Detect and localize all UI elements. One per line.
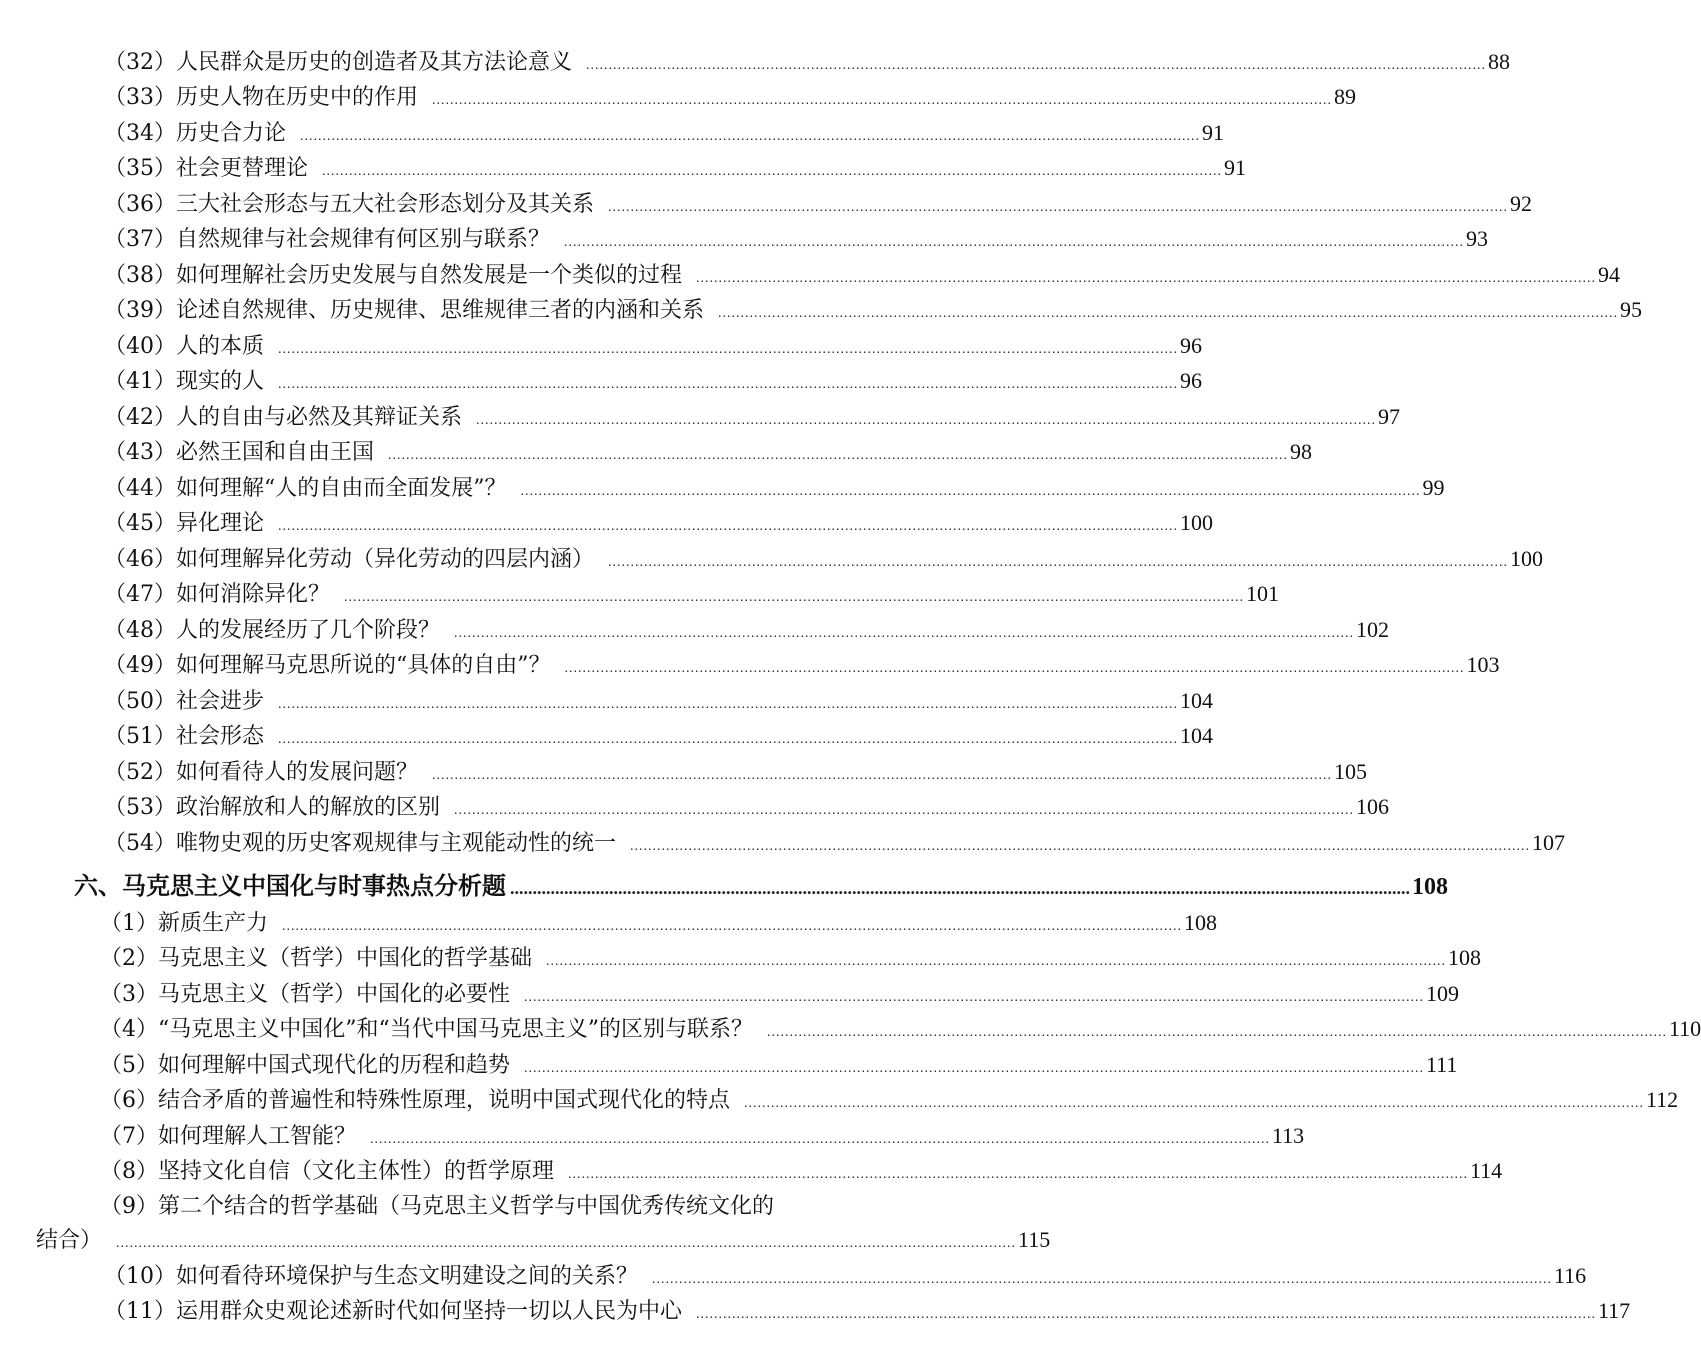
toc-entry-title: （33）历史人物在历史中的作用 <box>104 85 418 110</box>
toc-entry-title: （42）人的自由与必然及其辩证关系 <box>104 405 462 430</box>
dot-leader: ........................................................................................................................................................................................................ <box>767 1025 1667 1040</box>
toc-entry-page: 101 <box>1246 581 1279 606</box>
toc-entry[interactable] <box>100 1192 852 1222</box>
dot-leader: ........................................................................................................................................................................................................ <box>696 271 1596 286</box>
dot-leader: ........................................................................................................................................................................................................ <box>630 839 1530 854</box>
toc-entry-page: 103 <box>1466 652 1500 677</box>
dot-leader: ........................................................................................................................................................................................................ <box>718 306 1618 321</box>
toc-entry-title: （39）论述自然规律、历史规律、思维规律三者的内涵和关系 <box>104 298 704 323</box>
toc-entry[interactable] <box>104 757 1367 787</box>
dot-leader: ........................................................................................................................................................................................................ <box>524 1061 1424 1076</box>
toc-entry-page: 97 <box>1378 404 1400 429</box>
toc-section-heading[interactable] <box>74 870 1448 902</box>
toc-entry-page: 114 <box>1470 1158 1503 1183</box>
toc-entry[interactable] <box>104 828 1565 858</box>
toc-entry-continuation[interactable] <box>36 1225 1051 1255</box>
toc-entry-title: （48）人的发展经历了几个阶段？ <box>104 618 440 643</box>
toc-entry[interactable] <box>104 473 1445 503</box>
toc-entry-page: 105 <box>1334 759 1367 784</box>
toc-entry-title: （35）社会更替理论 <box>104 156 308 181</box>
toc-entry[interactable] <box>104 82 1356 112</box>
toc-entry-title: （10）如何看待环境保护与生态文明建设之间的关系？ <box>104 1264 638 1289</box>
dot-leader: ........................................................................................................................................................................................................ <box>278 342 1178 357</box>
dot-leader: ........................................................................................................................................................................................................ <box>608 555 1508 570</box>
toc-entry-title: （52）如何看待人的发展问题？ <box>104 760 418 785</box>
dot-leader: ........................................................................................................................................................................................................ <box>744 1096 1644 1111</box>
toc-entry[interactable] <box>104 1296 1631 1326</box>
toc-entry-page: 115 <box>1018 1227 1051 1252</box>
toc-entry-title: （46）如何理解异化劳动（异化劳动的四层内涵） <box>104 547 594 572</box>
dot-leader: ........................................................................................................................................................................................................ <box>564 661 1465 676</box>
dot-leader: ........................................................................................................................................................................................................ <box>278 519 1178 534</box>
toc-entry-title: （45）异化理论 <box>104 511 264 536</box>
dot-leader: ........................................................................................................................................................................................................ <box>278 732 1178 747</box>
toc-entry-page: 91 <box>1224 155 1246 180</box>
toc-entry[interactable] <box>100 1085 1679 1115</box>
toc-entry[interactable] <box>100 1050 1458 1080</box>
toc-entry[interactable] <box>104 224 1488 254</box>
toc-entry[interactable] <box>104 508 1213 538</box>
toc-entry[interactable] <box>104 650 1500 680</box>
toc-entry-page: 106 <box>1356 794 1389 819</box>
toc-entry-title: （11）运用群众史观论述新时代如何坚持一切以人民为中心 <box>104 1299 682 1324</box>
toc-entry[interactable] <box>104 118 1224 148</box>
toc-entry[interactable] <box>100 943 1481 973</box>
dot-leader: ........................................................................................................................................................................................................ <box>344 590 1244 605</box>
toc-entry[interactable] <box>104 47 1510 77</box>
toc-entry-page: 109 <box>1426 981 1459 1006</box>
dot-leader: ........................................................................................................................................................................................................ <box>520 484 1421 499</box>
toc-entry-page: 92 <box>1510 191 1532 216</box>
toc-entry[interactable] <box>100 1156 1503 1186</box>
toc-entry-page: 88 <box>1488 49 1510 74</box>
toc-entry-page: 100 <box>1180 510 1213 535</box>
toc-entry-title: （40）人的本质 <box>104 334 264 359</box>
toc-entry-page: 116 <box>1554 1263 1587 1288</box>
toc-entry[interactable] <box>104 295 1642 325</box>
dot-leader: ........................................................................................................................................................................................................ <box>696 1307 1596 1322</box>
toc-entry-page: 95 <box>1620 297 1642 322</box>
dot-leader: ........................................................................................................................................................................................................ <box>524 990 1424 1005</box>
toc-entry-title: （4）“马克思主义中国化”和“当代中国马克思主义”的区别与联系？ <box>100 1017 753 1042</box>
toc-entry-title: （7）如何理解人工智能？ <box>100 1124 356 1149</box>
toc-section-page: 108 <box>1412 874 1448 900</box>
toc-entry-title: （36）三大社会形态与五大社会形态划分及其关系 <box>104 192 594 217</box>
toc-entry-page: 104 <box>1180 723 1213 748</box>
toc-entry[interactable] <box>104 437 1312 467</box>
toc-entry-page: 108 <box>1184 910 1217 935</box>
toc-section-title: 六、马克思主义中国化与时事热点分析题 <box>74 871 506 900</box>
dot-leader: ........................................................................................................................................................................................................ <box>282 919 1182 934</box>
toc-entry[interactable] <box>104 686 1213 716</box>
toc-entry-page: 100 <box>1510 546 1543 571</box>
toc-entry[interactable] <box>100 1121 1305 1151</box>
toc-entry-title: （32）人民群众是历史的创造者及其方法论意义 <box>104 50 572 75</box>
toc-entry-title-continued: 结合） <box>36 1228 103 1253</box>
toc-entry-page: 112 <box>1646 1087 1679 1112</box>
dot-leader: ........................................................................................................................................................................................................ <box>652 1272 1552 1287</box>
dot-leader: ........................................................................................................................................................................................................ <box>608 200 1508 215</box>
toc-entry-title: （41）现实的人 <box>104 369 264 394</box>
dot-leader: ........................................................................................................................................................................................................ <box>546 954 1446 969</box>
toc-entry-title: （44）如何理解“人的自由而全面发展”？ <box>104 476 507 501</box>
toc-entry-title: （53）政治解放和人的解放的区别 <box>104 795 440 820</box>
dot-leader: ........................................................................................................................................................................................................ <box>510 878 1410 898</box>
toc-entry-page: 99 <box>1422 475 1445 500</box>
toc-entry-page: 96 <box>1180 333 1202 358</box>
dot-leader: ........................................................................................................................................................................................................ <box>278 697 1178 712</box>
toc-entry-page: 117 <box>1598 1298 1631 1323</box>
toc-entry-title: （37）自然规律与社会规律有何区别与联系？ <box>104 227 550 252</box>
toc-entry-page: 107 <box>1532 830 1565 855</box>
toc-entry[interactable] <box>100 908 1217 938</box>
toc-entry-title: （43）必然王国和自由王国 <box>104 440 374 465</box>
toc-entry-title: （54）唯物史观的历史客观规律与主观能动性的统一 <box>104 831 616 856</box>
toc-entry-title: （49）如何理解马克思所说的“具体的自由”？ <box>104 653 551 678</box>
toc-entry-page: 108 <box>1448 945 1481 970</box>
toc-entry[interactable] <box>104 792 1389 822</box>
toc-entry-page: 110 <box>1669 1016 1701 1041</box>
toc-entry-page: 98 <box>1290 439 1312 464</box>
toc-entry-title: （47）如何消除异化？ <box>104 582 330 607</box>
toc-entry-page: 91 <box>1202 120 1224 145</box>
toc-entry[interactable] <box>104 579 1279 609</box>
dot-leader: ........................................................................................................................................................................................................ <box>586 58 1486 73</box>
dot-leader: ........................................................................................................................................................................................................ <box>432 768 1332 783</box>
toc-entry-title: （38）如何理解社会历史发展与自然发展是一个类似的过程 <box>104 263 682 288</box>
toc-entry-title: （50）社会进步 <box>104 689 264 714</box>
dot-leader: ........................................................................................................................................................................................................ <box>476 413 1376 428</box>
toc-entry-title: （5）如何理解中国式现代化的历程和趋势 <box>100 1053 510 1078</box>
dot-leader: ........................................................................................................................................................................................................ <box>322 164 1222 179</box>
toc-entry[interactable] <box>100 1014 1701 1044</box>
toc-entry-page: 96 <box>1180 368 1202 393</box>
toc-entry-title: （3）马克思主义（哲学）中国化的必要性 <box>100 982 510 1007</box>
toc-entry-title: （6）结合矛盾的普遍性和特殊性原理，说明中国式现代化的特点 <box>100 1088 730 1113</box>
dot-leader: ........................................................................................................................................................................................................ <box>388 448 1288 463</box>
dot-leader: ........................................................................................................................................................................................................ <box>564 235 1464 250</box>
toc-entry[interactable] <box>104 544 1543 574</box>
toc-entry-page: 89 <box>1334 84 1356 109</box>
toc-entry-title: （34）历史合力论 <box>104 121 286 146</box>
toc-entry[interactable] <box>100 979 1459 1009</box>
toc-entry[interactable] <box>104 615 1389 645</box>
toc-entry-page: 94 <box>1598 262 1620 287</box>
toc-entry[interactable] <box>104 366 1202 396</box>
dot-leader: ........................................................................................................................................................................................................ <box>432 93 1332 108</box>
dot-leader: ........................................................................................................................................................................................................ <box>454 626 1354 641</box>
toc-entry[interactable] <box>104 402 1400 432</box>
toc-entry[interactable] <box>104 1261 1587 1291</box>
dot-leader: ........................................................................................................................................................................................................ <box>568 1167 1468 1182</box>
dot-leader: ........................................................................................................................................................................................................ <box>370 1132 1270 1147</box>
toc-entry[interactable] <box>104 331 1202 361</box>
toc-entry-title: （1）新质生产力 <box>100 911 268 936</box>
toc-entry-page: 104 <box>1180 688 1213 713</box>
toc-entry-page: 93 <box>1466 226 1488 251</box>
toc-entry-title: （8）坚持文化自信（文化主体性）的哲学原理 <box>100 1159 554 1184</box>
dot-leader: ........................................................................................................................................................................................................ <box>116 1236 1017 1251</box>
toc-entry[interactable] <box>104 189 1532 219</box>
toc-entry-title: （2）马克思主义（哲学）中国化的哲学基础 <box>100 946 532 971</box>
dot-leader: ........................................................................................................................................................................................................ <box>300 129 1200 144</box>
toc-entry-title: （9）第二个结合的哲学基础（马克思主义哲学与中国优秀传统文化的 <box>100 1194 774 1219</box>
toc-entry-page: 102 <box>1356 617 1389 642</box>
dot-leader: ........................................................................................................................................................................................................ <box>454 803 1354 818</box>
toc-entry[interactable] <box>104 260 1620 290</box>
toc-entry-title: （51）社会形态 <box>104 724 264 749</box>
toc-entry-page: 113 <box>1272 1123 1305 1148</box>
dot-leader: ........................................................................................................................................................................................................ <box>278 377 1178 392</box>
toc-entry-page: 111 <box>1426 1052 1458 1077</box>
toc-entry[interactable] <box>104 153 1246 183</box>
toc-entry[interactable] <box>104 721 1213 751</box>
